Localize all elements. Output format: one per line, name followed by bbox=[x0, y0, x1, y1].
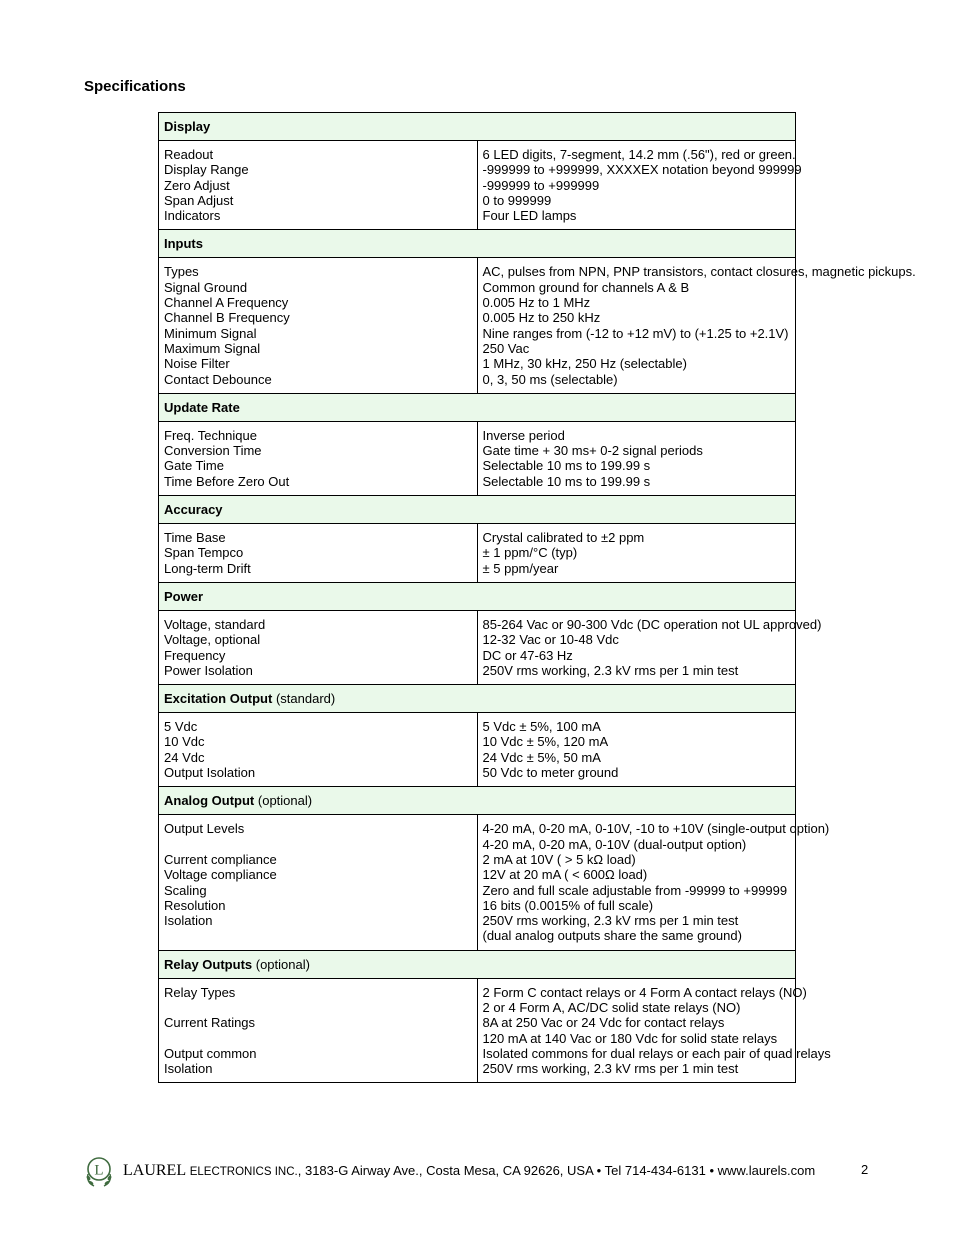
spec-value: ± 1 ppm/°C (typ) bbox=[482, 545, 578, 561]
spec-value: 10 Vdc ± 5%, 120 mA bbox=[482, 734, 609, 750]
spec-value: 250V rms working, 2.3 kV rms per 1 min test bbox=[482, 913, 739, 929]
spec-value: 6 LED digits, 7-segment, 14.2 mm (.56"), red or green. bbox=[482, 147, 796, 162]
footer-phone: Tel 714-434-6131 bbox=[604, 1163, 706, 1178]
spec-label: Zero Adjust bbox=[164, 177, 230, 193]
spec-label: Long-term Drift bbox=[164, 560, 251, 576]
spec-value: -999999 to +999999 bbox=[482, 177, 600, 193]
section-header-row-update-rate bbox=[159, 393, 796, 421]
section-heading: Power bbox=[164, 588, 204, 604]
section-note: (standard) bbox=[275, 690, 336, 706]
spec-values-cell bbox=[477, 610, 822, 684]
spec-value: Inverse period bbox=[482, 427, 565, 443]
section-heading: Inputs bbox=[164, 236, 203, 252]
section-body-row-display bbox=[159, 141, 796, 230]
spec-label: Maximum Signal bbox=[164, 340, 261, 356]
section-body-row-power bbox=[159, 610, 796, 684]
footer-contact-line bbox=[123, 1162, 815, 1180]
spec-value: 2 or 4 Form A, AC/DC solid state relays (NO) bbox=[482, 999, 741, 1015]
spec-labels-cell bbox=[159, 141, 478, 230]
spec-label: Relay Types bbox=[164, 984, 236, 1000]
spec-value: 8A at 250 Vac or 24 Vdc for contact relays bbox=[482, 1015, 725, 1031]
spec-label: Time Base bbox=[164, 530, 226, 546]
spec-label: Frequency bbox=[164, 647, 226, 663]
section-heading: Relay Outputs bbox=[164, 956, 253, 972]
section-header-cell bbox=[159, 496, 796, 524]
spec-value: Gate time + 30 ms+ 0-2 signal periods bbox=[482, 443, 703, 459]
spec-value: ± 5 ppm/year bbox=[482, 560, 559, 576]
spec-labels-cell bbox=[159, 258, 478, 393]
spec-value: 0, 3, 50 ms (selectable) bbox=[482, 371, 618, 387]
section-header-cell bbox=[159, 950, 796, 978]
footer-bullet: • bbox=[709, 1163, 715, 1178]
spec-label: Isolation bbox=[164, 1061, 213, 1077]
spec-label bbox=[164, 1031, 472, 1046]
spec-value: 12-32 Vac or 10-48 Vdc bbox=[482, 632, 619, 648]
spec-label: Resolution bbox=[164, 897, 226, 913]
spec-value: 50 Vdc to meter ground bbox=[482, 765, 619, 781]
section-body-row-relay-outputs bbox=[159, 978, 796, 1083]
spec-label: Voltage compliance bbox=[164, 867, 277, 883]
spec-label: Span Adjust bbox=[164, 192, 234, 208]
spec-label: Conversion Time bbox=[164, 443, 262, 459]
spec-labels-cell bbox=[159, 815, 478, 950]
section-header-row-display bbox=[159, 113, 796, 141]
spec-label: 24 Vdc bbox=[164, 749, 205, 765]
spec-label: Display Range bbox=[164, 162, 249, 178]
spec-labels-cell bbox=[159, 524, 478, 583]
section-heading: Analog Output bbox=[164, 793, 255, 809]
spec-value: Selectable 10 ms to 199.99 s bbox=[482, 458, 651, 474]
section-header-row-power bbox=[159, 582, 796, 610]
page-title: Specifications bbox=[84, 78, 186, 95]
section-header-row-inputs bbox=[159, 230, 796, 258]
spec-values-cell bbox=[477, 713, 796, 787]
spec-value: 4-20 mA, 0-20 mA, 0-10V (dual-output option) bbox=[482, 836, 747, 852]
spec-label: Contact Debounce bbox=[164, 371, 272, 387]
section-header-cell bbox=[159, 582, 796, 610]
spec-values-cell bbox=[477, 978, 831, 1083]
spec-label: Channel B Frequency bbox=[164, 310, 290, 326]
section-body-row-accuracy bbox=[159, 524, 796, 583]
spec-value: 250 Vac bbox=[482, 340, 530, 356]
spec-labels-cell bbox=[159, 610, 478, 684]
spec-value: 250V rms working, 2.3 kV rms per 1 min test bbox=[482, 1061, 739, 1077]
section-header-cell bbox=[159, 113, 796, 141]
section-header-row-relay-outputs bbox=[159, 950, 796, 978]
footer-company: ELECTRONICS INC. bbox=[189, 1166, 298, 1178]
spec-label: Span Tempco bbox=[164, 545, 244, 561]
section-header-cell bbox=[159, 393, 796, 421]
spec-value: (dual analog outputs share the same ground) bbox=[482, 928, 742, 944]
spec-value: 85-264 Vac or 90-300 Vdc (DC operation not UL approved) bbox=[482, 616, 822, 632]
spec-value: 16 bits (0.0015% of full scale) bbox=[482, 897, 654, 913]
footer-website-link[interactable]: www.laurels.com bbox=[717, 1163, 816, 1178]
footer-brand: LAUREL bbox=[123, 1162, 187, 1179]
spec-value: 0.005 Hz to 250 kHz bbox=[482, 310, 601, 326]
spec-value: 5 Vdc ± 5%, 100 mA bbox=[482, 719, 601, 735]
section-note: (optional) bbox=[255, 956, 310, 972]
spec-label: Channel A Frequency bbox=[164, 295, 289, 311]
spec-label: Noise Filter bbox=[164, 356, 230, 372]
spec-label: 10 Vdc bbox=[164, 734, 205, 750]
laurel-logo-icon bbox=[82, 1154, 116, 1188]
spec-label: Voltage, standard bbox=[164, 616, 266, 632]
spec-value: 2 Form C contact relays or 4 Form A contact relays (NO) bbox=[482, 984, 807, 1000]
spec-label: Isolation bbox=[164, 913, 213, 929]
spec-value: 12V at 20 mA ( < 600Ω load) bbox=[482, 867, 648, 883]
section-heading: Accuracy bbox=[164, 501, 223, 517]
spec-values-cell bbox=[477, 421, 796, 495]
section-header-row-accuracy bbox=[159, 496, 796, 524]
spec-label: Indicators bbox=[164, 208, 221, 224]
section-heading: Update Rate bbox=[164, 399, 240, 415]
spec-label: 5 Vdc bbox=[164, 719, 198, 735]
section-heading: Display bbox=[164, 118, 211, 134]
spec-values-cell bbox=[477, 524, 796, 583]
svg-text:L: L bbox=[94, 1162, 104, 1179]
spec-value: 250V rms working, 2.3 kV rms per 1 min test bbox=[482, 662, 739, 678]
spec-value: DC or 47-63 Hz bbox=[482, 647, 573, 663]
spec-label: Voltage, optional bbox=[164, 632, 261, 648]
spec-value: 1 MHz, 30 kHz, 250 Hz (selectable) bbox=[482, 356, 687, 372]
spec-label: Readout bbox=[164, 147, 214, 162]
spec-label: Freq. Technique bbox=[164, 427, 257, 443]
spec-values-cell bbox=[477, 141, 802, 230]
spec-label: Types bbox=[164, 264, 199, 280]
footer-address: , 3183-G Airway Ave., Costa Mesa, CA 92626, USA bbox=[297, 1163, 594, 1178]
spec-label: Signal Ground bbox=[164, 279, 248, 295]
spec-value: Selectable 10 ms to 199.99 s bbox=[482, 473, 651, 489]
spec-values-cell bbox=[477, 258, 916, 393]
spec-value: Four LED lamps bbox=[482, 208, 577, 224]
section-header-row-excitation-output bbox=[159, 685, 796, 713]
section-body-row-excitation-output bbox=[159, 713, 796, 787]
spec-value: Isolated commons for dual relays or each pair of quad relays bbox=[482, 1045, 831, 1061]
spec-value: 2 mA at 10V ( > 5 kΩ load) bbox=[482, 851, 636, 867]
spec-value: 4-20 mA, 0-20 mA, 0-10V, -10 to +10V (single-output option) bbox=[482, 821, 830, 837]
spec-label bbox=[164, 837, 472, 852]
section-header-cell bbox=[159, 685, 796, 713]
spec-labels-cell bbox=[159, 978, 478, 1083]
spec-label: Current compliance bbox=[164, 851, 277, 867]
section-header-cell bbox=[159, 787, 796, 815]
spec-label: Power Isolation bbox=[164, 662, 253, 678]
section-body-row-inputs bbox=[159, 258, 796, 393]
section-header-row-analog-output bbox=[159, 787, 796, 815]
footer-bullet: • bbox=[596, 1163, 602, 1178]
spec-labels-cell bbox=[159, 421, 478, 495]
spec-value: 120 mA at 140 Vac or 180 Vdc for solid state relays bbox=[482, 1030, 778, 1046]
spec-value: 24 Vdc ± 5%, 50 mA bbox=[482, 749, 601, 765]
page-number: 2 bbox=[861, 1162, 869, 1177]
section-note: (optional) bbox=[257, 793, 313, 809]
section-body-row-analog-output bbox=[159, 815, 796, 950]
spec-labels-cell bbox=[159, 713, 478, 787]
footer bbox=[82, 1154, 882, 1188]
section-header-cell bbox=[159, 230, 796, 258]
spec-label: Current Ratings bbox=[164, 1015, 256, 1031]
spec-values-cell bbox=[477, 815, 830, 950]
spec-label bbox=[164, 1000, 472, 1015]
spec-label: Minimum Signal bbox=[164, 325, 257, 341]
spec-value: 0.005 Hz to 1 MHz bbox=[482, 295, 591, 311]
spec-label: Output common bbox=[164, 1045, 257, 1061]
spec-value: AC, pulses from NPN, PNP transistors, contact closures, magnetic pickups. bbox=[482, 264, 916, 280]
spec-value: Crystal calibrated to ±2 ppm bbox=[482, 530, 645, 546]
spec-label: Scaling bbox=[164, 882, 207, 898]
spec-value: 0 to 999999 bbox=[482, 192, 552, 208]
spec-label: Output Isolation bbox=[164, 765, 256, 781]
specifications-table bbox=[158, 112, 916, 1083]
spec-label bbox=[164, 928, 472, 943]
spec-label: Output Levels bbox=[164, 821, 245, 837]
spec-value: -999999 to +999999, XXXXEX notation beyond 999999 bbox=[482, 162, 802, 178]
spec-value: Nine ranges from (-12 to +12 mV) to (+1.25 to +2.1V) bbox=[482, 325, 789, 341]
spec-label: Time Before Zero Out bbox=[164, 473, 290, 489]
section-body-row-update-rate bbox=[159, 421, 796, 495]
section-heading: Excitation Output bbox=[164, 690, 273, 706]
spec-label: Gate Time bbox=[164, 458, 224, 474]
spec-value: Common ground for channels A & B bbox=[482, 279, 690, 295]
spec-value: Zero and full scale adjustable from -99999 to +99999 bbox=[482, 882, 788, 898]
